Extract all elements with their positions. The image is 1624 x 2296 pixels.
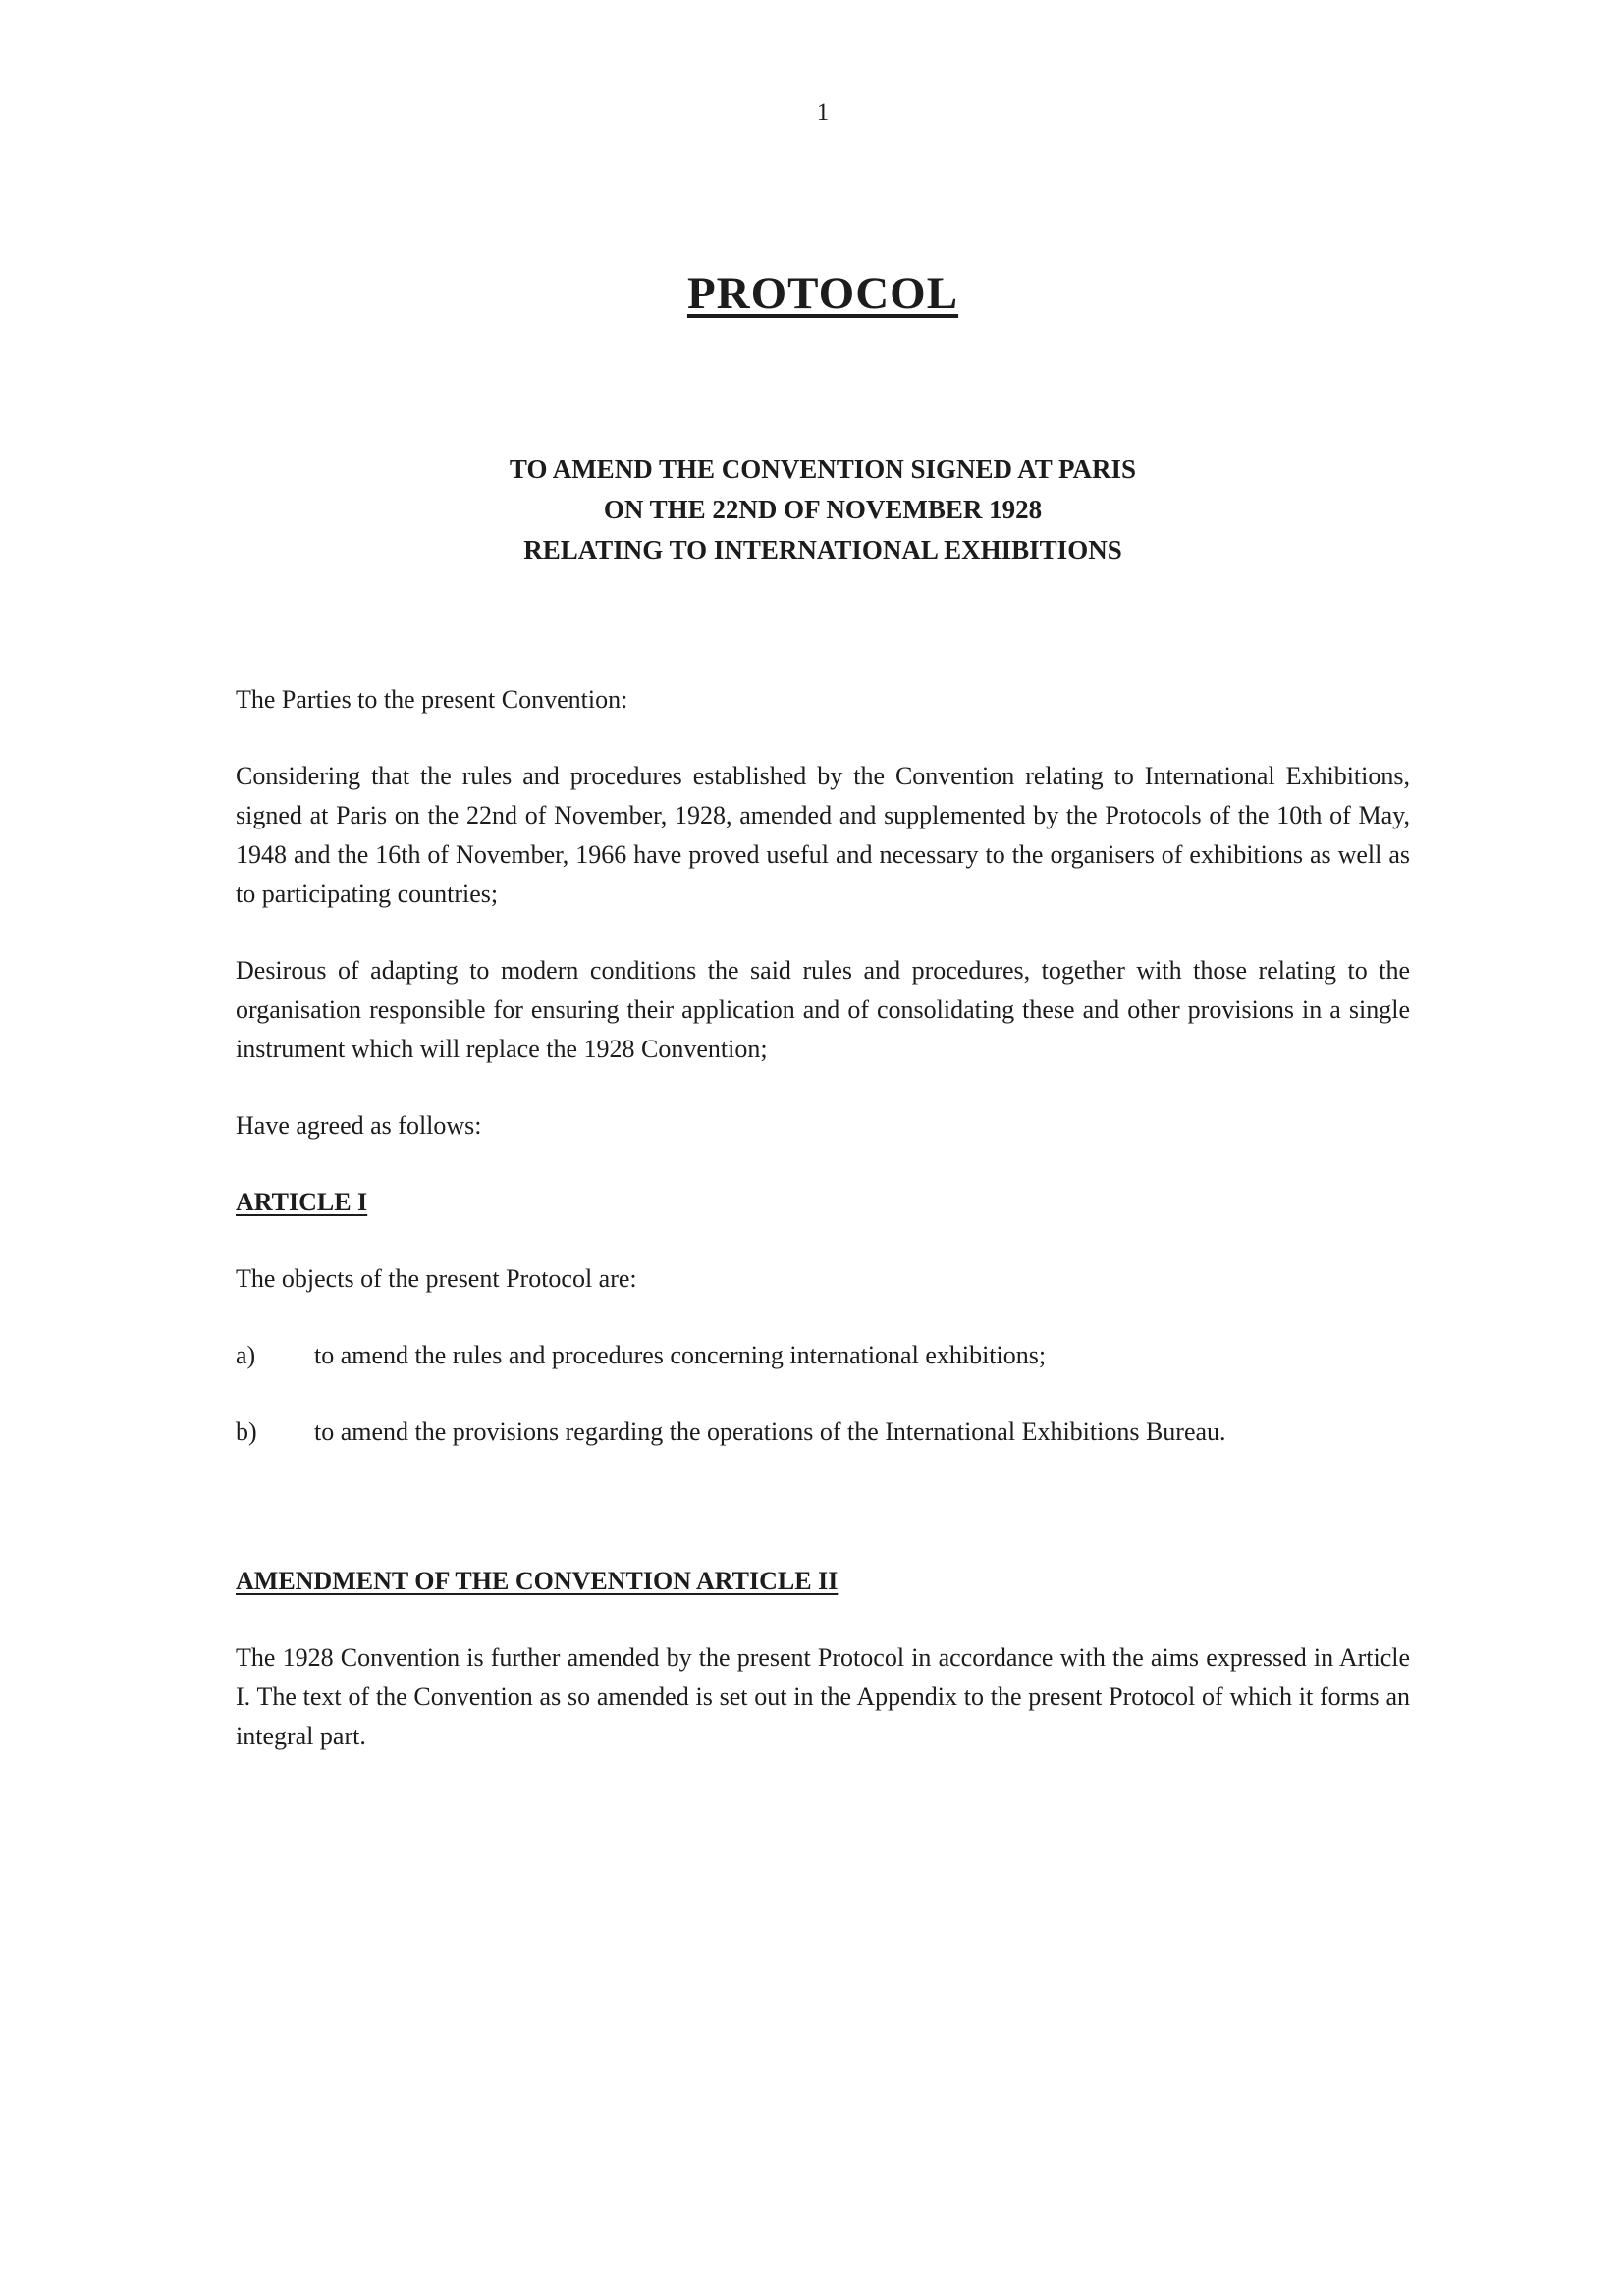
list-item-b xyxy=(236,1413,1410,1452)
list-marker-a: a) xyxy=(236,1341,256,1369)
subtitle-line-3: RELATING TO INTERNATIONAL EXHIBITIONS xyxy=(523,535,1122,564)
document-title-text: PROTOCOL xyxy=(686,268,959,319)
paragraph-desirous: Desirous of adapting to modern conditions the said rules and procedures, together with those relating to the organisation responsible for ensuring their application and of consolidating these and other provisions in a single instrument which will replace the 1928 Convention; xyxy=(236,956,1410,1063)
page-number: 1 xyxy=(816,99,830,126)
paragraph-objects: The objects of the present Protocol are: xyxy=(236,1264,637,1293)
list-text-b: to amend the provisions regarding the operations of the International Exhibitions Bureau. xyxy=(314,1417,1226,1446)
paragraph-parties: The Parties to the present Convention: xyxy=(236,685,628,714)
document-title xyxy=(236,267,1410,320)
list-marker-b: b) xyxy=(236,1417,257,1446)
paragraph-agreed: Have agreed as follows: xyxy=(236,1111,482,1140)
subtitle-line-1: TO AMEND THE CONVENTION SIGNED AT PARIS xyxy=(509,454,1137,484)
subtitle-line-2: ON THE 22ND OF NOVEMBER 1928 xyxy=(603,495,1043,524)
document-subtitle xyxy=(236,450,1410,570)
article-1-heading: ARTICLE I xyxy=(236,1188,368,1216)
amendment-heading: AMENDMENT OF THE CONVENTION ARTICLE II xyxy=(236,1567,839,1595)
document-body xyxy=(236,680,1410,1756)
paragraph-considering: Considering that the rules and procedures established by the Convention relating to International Exhibitions, signed at Paris on the 22nd of November, 1928, amended and supplemented by the Protocols of the 10th of May, 1948 and the 16th of November, 1966 have proved useful and necessary to the organisers of exhibitions as well as to participating countries; xyxy=(236,762,1410,908)
list-text-a: to amend the rules and procedures concerning international exhibitions; xyxy=(314,1341,1047,1369)
paragraph-amendment: The 1928 Convention is further amended by the present Protocol in accordance with the aims expressed in Article I. The text of the Convention as so amended is set out in the Appendix to the present Protocol of which it forms an integral part. xyxy=(236,1643,1410,1750)
list-item-a xyxy=(236,1336,1410,1375)
